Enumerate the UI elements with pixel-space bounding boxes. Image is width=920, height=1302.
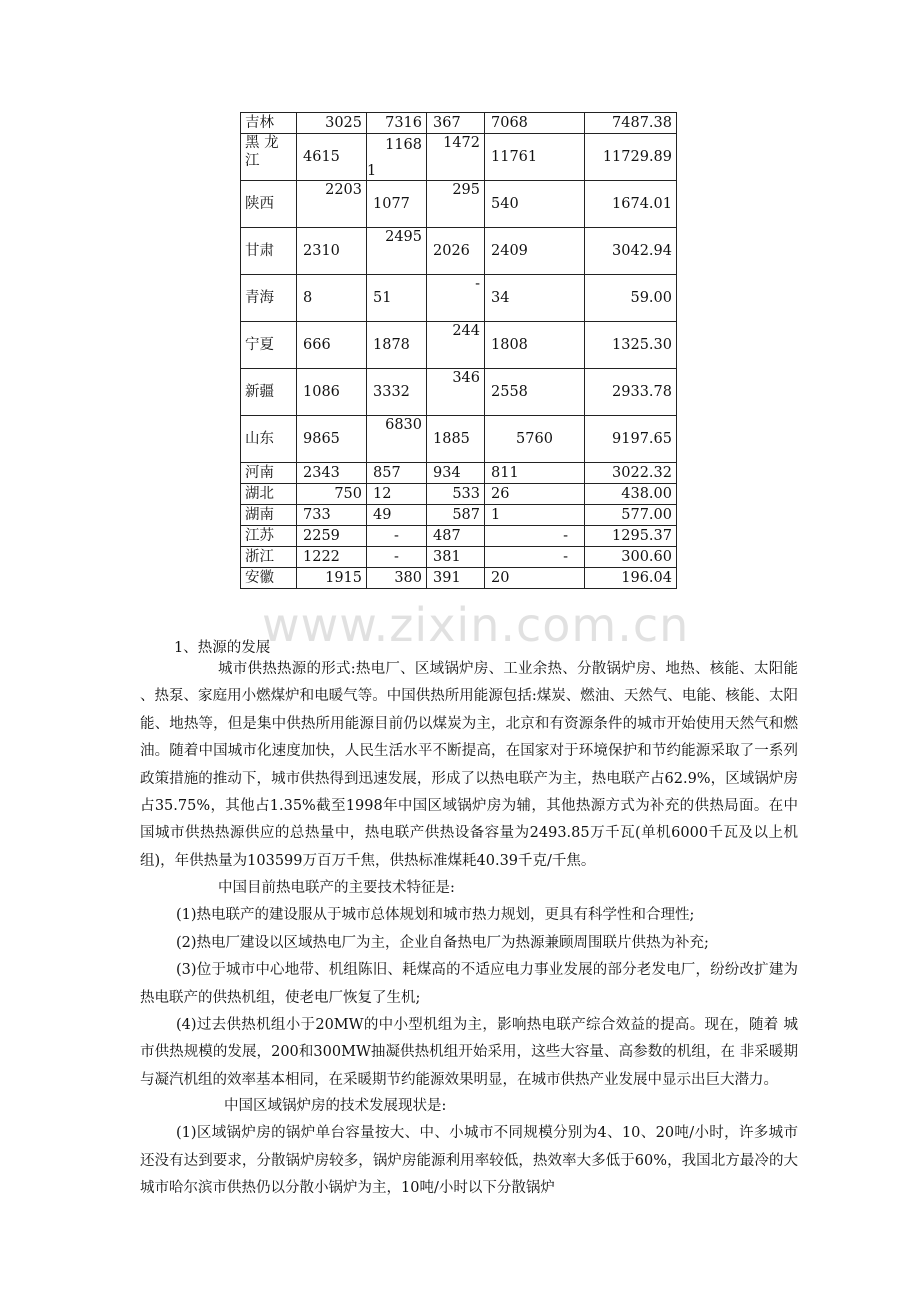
section-heading: 1、热源的发展 <box>174 640 271 656</box>
data-cell: 1674.01 <box>585 181 677 228</box>
data-cell: 587 <box>427 505 485 526</box>
table-row <box>241 484 677 505</box>
data-cell: 1077 <box>367 181 427 228</box>
paragraph: (4)过去供热机组小于20MW的中小型机组为主，影响热电联产综合效益的提高。现在，随着 城市供热规模的发展，200和300MW抽凝供热机组开始采用，这些大容量、高参数的机组，在 非采暖期与凝汽机组的效率基本相同，在采暖期节约能源效果明显，在城市供热产业发展中显示出巨大潜力。 <box>140 1017 798 1088</box>
data-cell: - <box>367 526 427 547</box>
data-cell: 2343 <box>297 463 367 484</box>
data-cell: 4615 <box>297 134 367 181</box>
data-cell: 20 <box>485 568 585 589</box>
data-cell: 857 <box>367 463 427 484</box>
paragraph: (1)热电联产的建设服从于城市总体规划和城市热力规划，更具有科学性和合理性; <box>176 907 695 924</box>
data-cell: 577.00 <box>585 505 677 526</box>
table-row <box>241 526 677 547</box>
data-cell: 8 <box>297 275 367 322</box>
data-cell: 1808 <box>485 322 585 369</box>
table-row <box>241 113 677 134</box>
data-cell: 1915 <box>297 568 367 589</box>
province-cell: 新疆 <box>241 369 297 416</box>
province-cell: 吉林 <box>241 113 297 134</box>
data-cell: 367 <box>427 113 485 134</box>
paragraph: (1)区域锅炉房的锅炉单台容量按大、中、小城市不同规模分别为4、10、20吨/小时，许多城市还没有达到要求，分散锅炉房较多，锅炉房能源利用率较低，热效率大多低于60%，我国北方最冷的大城市哈尔滨市供热仍以分散小锅炉为主，10吨/小时以下分散锅炉 <box>140 1125 798 1197</box>
table-row <box>241 416 677 463</box>
heating-data-table <box>240 112 677 589</box>
data-cell: 1878 <box>367 322 427 369</box>
data-cell: 1086 <box>297 369 367 416</box>
data-cell: 934 <box>427 463 485 484</box>
data-cell: 300.60 <box>585 547 677 568</box>
data-cell: 2026 <box>427 228 485 275</box>
data-cell: 2310 <box>297 228 367 275</box>
data-cell: 438.00 <box>585 484 677 505</box>
data-cell: 1885 <box>427 416 485 463</box>
data-cell: 2409 <box>485 228 585 275</box>
data-cell: 1325.30 <box>585 322 677 369</box>
data-cell: 11761 <box>485 134 585 181</box>
data-cell: 1295.37 <box>585 526 677 547</box>
watermark: www.zixin.com.cn <box>262 598 690 652</box>
data-cell: 1222 <box>297 547 367 568</box>
data-cell: 811 <box>485 463 585 484</box>
cell-fragment: 1 <box>367 163 377 179</box>
data-cell: 7316 <box>367 113 427 134</box>
data-cell: 244 <box>427 322 485 369</box>
paragraph: (2)热电厂建设以区域热电厂为主，企业自备热电厂为热源兼顾周围联片供热为补充; <box>176 934 709 951</box>
data-cell: 196.04 <box>585 568 677 589</box>
province-cell: 江苏 <box>241 526 297 547</box>
body-text <box>140 656 798 875</box>
data-cell: 3332 <box>367 369 427 416</box>
province-cell: 河南 <box>241 463 297 484</box>
table-row <box>241 228 677 275</box>
data-cell: 1472 <box>427 134 485 181</box>
cell-fragment: 1168 <box>385 137 422 153</box>
data-cell: - <box>427 275 485 322</box>
data-cell: - <box>485 547 585 568</box>
data-cell: 2933.78 <box>585 369 677 416</box>
data-cell: 733 <box>297 505 367 526</box>
data-cell: 7487.38 <box>585 113 677 134</box>
data-cell: 59.00 <box>585 275 677 322</box>
data-cell: 381 <box>427 547 485 568</box>
data-cell: 12 <box>367 484 427 505</box>
table-row <box>241 181 677 228</box>
data-cell: 34 <box>485 275 585 322</box>
province-cell: 安徽 <box>241 568 297 589</box>
table-row <box>241 322 677 369</box>
table-row <box>241 275 677 322</box>
data-cell: 5760 <box>485 416 585 463</box>
table-row <box>241 547 677 568</box>
data-cell: 2203 <box>297 181 367 228</box>
body-text <box>140 1093 798 1203</box>
paragraph: 中国区域锅炉房的技术发展现状是: <box>224 1098 447 1114</box>
data-cell: 9865 <box>297 416 367 463</box>
province-cell: 宁夏 <box>241 322 297 369</box>
data-cell: 49 <box>367 505 427 526</box>
data-cell: 26 <box>485 484 585 505</box>
data-cell: 380 <box>367 568 427 589</box>
data-cell: 2495 <box>367 228 427 275</box>
paragraph: 中国目前热电联产的主要技术特征是: <box>218 880 455 896</box>
data-cell: 487 <box>427 526 485 547</box>
paragraph: 城市供热热源的形式:热电厂、区域锅炉房、工业余热、分散锅炉房、地热、核能、太阳能 、热泵、家庭用小燃煤炉和电暖气等。中国供热所用能源包括:煤炭、燃油、天然气、电能、核能、太阳能、地热等，但是集中供热所用能源目前仍以煤炭为主，北京和有资源条件的城市开始使用天然气和燃油。随着中国城市化速度加快，人民生活水平不断提高，在国家对于环境保护和节约能源采取了一系列政策措施的推动下，城市供热得到迅速发展，形成了以热电联产为主，热电联产占62.9%，区域锅炉房占35.75%，其他占1.35%截至1998年中国区域锅炉房为辅，其他热源方式为补充的供热局面。在中国城市供热热源供应的总热量中，热电联产供热设备容量为2493.85万千瓦(单机6000千瓦及以上机组)，年供热量为103599万百万千焦，供热标准煤耗40.39千克/千焦。 <box>140 661 798 869</box>
province-cell: 青海 <box>241 275 297 322</box>
data-cell: 666 <box>297 322 367 369</box>
data-cell: 3022.32 <box>585 463 677 484</box>
data-cell: - <box>367 547 427 568</box>
data-cell: 1 <box>485 505 585 526</box>
data-cell: 295 <box>427 181 485 228</box>
table-row <box>241 568 677 589</box>
province-cell: 黑 龙 江 <box>241 134 297 181</box>
data-cell: 391 <box>427 568 485 589</box>
data-cell: 7068 <box>485 113 585 134</box>
data-cell: 6830 <box>367 416 427 463</box>
province-cell: 陕西 <box>241 181 297 228</box>
province-cell: 湖南 <box>241 505 297 526</box>
table-row <box>241 505 677 526</box>
data-cell: - <box>485 526 585 547</box>
province-cell: 山东 <box>241 416 297 463</box>
data-cell: 2259 <box>297 526 367 547</box>
data-cell: 9197.65 <box>585 416 677 463</box>
data-cell: 533 <box>427 484 485 505</box>
table-row <box>241 463 677 484</box>
data-cell <box>367 134 427 181</box>
paragraph: (3)位于城市中心地带、机组陈旧、耗煤高的不适应电力事业发展的部分老发电厂，纷纷改扩建为热电联产的供热机组，使老电厂恢复了生机; <box>140 962 798 1006</box>
province-cell: 浙江 <box>241 547 297 568</box>
data-cell: 3042.94 <box>585 228 677 275</box>
table-row <box>241 134 677 181</box>
table-row <box>241 369 677 416</box>
data-cell: 11729.89 <box>585 134 677 181</box>
data-cell: 346 <box>427 369 485 416</box>
data-cell: 51 <box>367 275 427 322</box>
data-cell: 3025 <box>297 113 367 134</box>
body-text <box>140 875 798 1094</box>
data-cell: 2558 <box>485 369 585 416</box>
data-cell: 540 <box>485 181 585 228</box>
province-cell: 湖北 <box>241 484 297 505</box>
data-cell: 750 <box>297 484 367 505</box>
province-cell: 甘肃 <box>241 228 297 275</box>
